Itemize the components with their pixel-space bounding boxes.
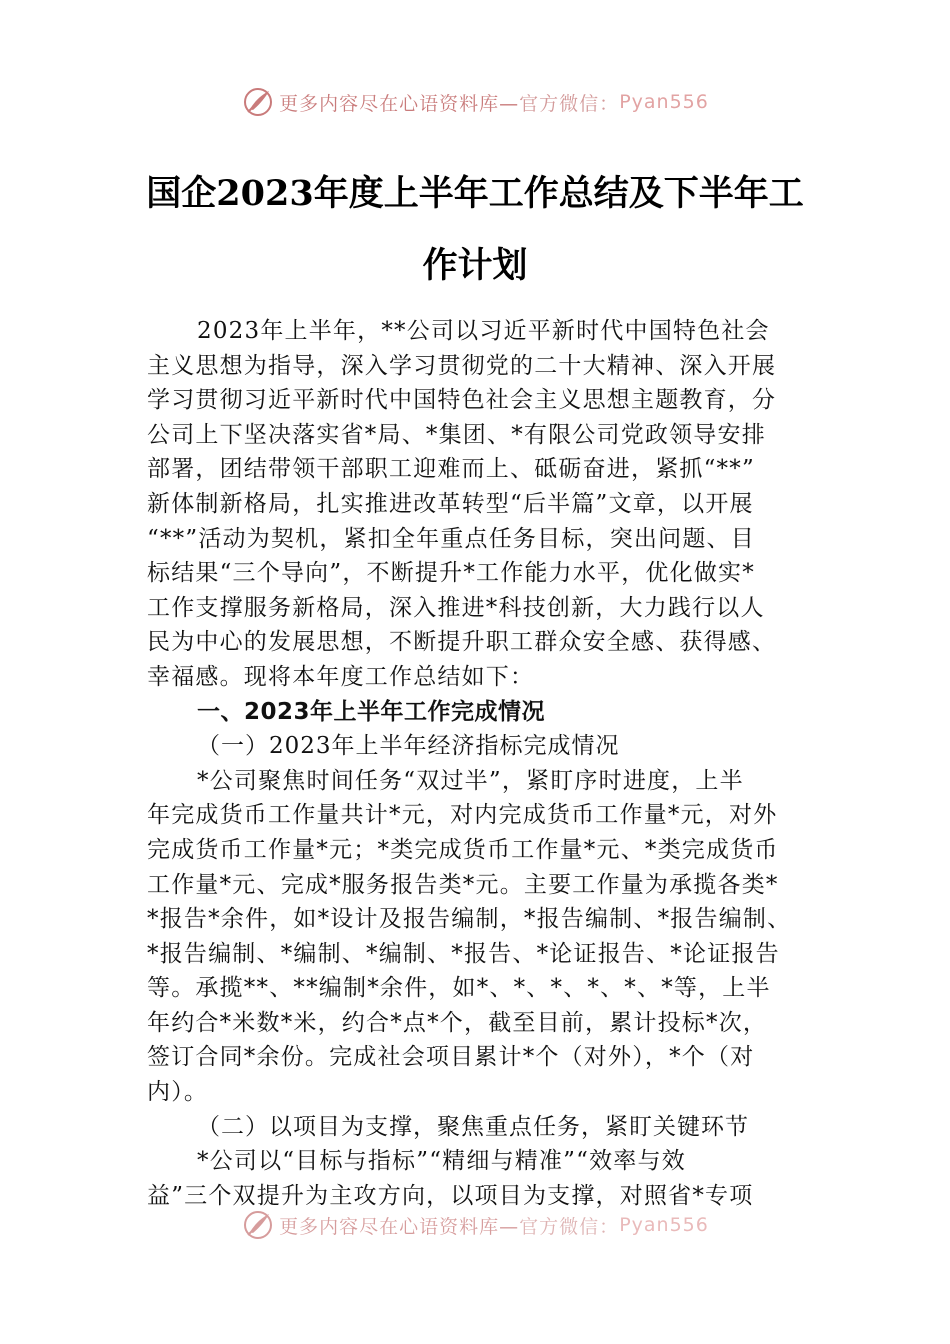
document-title — [120, 158, 830, 302]
subsection-heading-1: （一）2023年上半年经济指标完成情况 — [197, 733, 620, 760]
intro-line: 学习贯彻习近平新时代中国特色社会主义思想主题教育，分 — [147, 387, 777, 414]
watermark-id: Pyan556 — [619, 91, 709, 113]
intro-line: 工作支撑服务新格局，深入推进*科技创新，大力践行以人 — [147, 594, 765, 621]
section-heading-1: 一、2023年上半年工作完成情况 — [197, 698, 546, 725]
body-line: 签订合同*余份。完成社会项目累计*个（对外），*个（对 — [147, 1044, 755, 1071]
intro-line: 标结果“三个导向”，不断提升*工作能力水平，优化做实* — [147, 560, 755, 587]
title-line-2: 作计划 — [422, 245, 528, 286]
quill-logo-icon — [241, 85, 275, 119]
watermark-text: 更多内容尽在心语资料库— — [279, 92, 520, 115]
body-line: 等。承揽**、**编制*余件，如*、*、*、*、*、*等，上半 — [147, 975, 771, 1002]
project-paragraph — [147, 1144, 815, 1213]
document-body — [147, 314, 815, 1213]
subsection-heading-2: （二）以项目为支撑，聚焦重点任务，紧盯关键环节 — [197, 1113, 749, 1140]
body-line: *公司以“目标与指标”“精细与精准”“效率与效 — [197, 1148, 686, 1175]
watermark-wechat: 官方微信： — [519, 1215, 620, 1238]
watermark-id: Pyan556 — [619, 1214, 709, 1236]
intro-line: 2023年上半年，**公司以习近平新时代中国特色社会 — [197, 318, 770, 344]
quill-logo-icon — [241, 1208, 275, 1242]
body-line: 完成货币工作量*元；*类完成货币工作量*元、*类完成货币 — [147, 836, 779, 863]
body-line: 年完成货币工作量共计*元，对内完成货币工作量*元，对外 — [147, 802, 778, 829]
economic-paragraph — [147, 764, 815, 1110]
body-line: 内）。 — [147, 1079, 209, 1106]
intro-line: 公司上下坚决落实省*局、*集团、*有限公司党政领导安排 — [147, 421, 766, 448]
body-line: 年约合*米数*米，约合*点*个，截至目前，累计投标*次， — [147, 1009, 768, 1036]
intro-line: 新体制新格局，扎实推进改革转型“后半篇”文章，以开展 — [147, 490, 754, 517]
title-line-1: 国企2023年度上半年工作总结及下半年工 — [146, 173, 804, 214]
watermark-footer — [0, 1205, 950, 1245]
intro-paragraph — [147, 314, 815, 695]
intro-line: 幸福感。现将本年度工作总结如下： — [147, 663, 535, 690]
watermark-text: 更多内容尽在心语资料库— — [279, 1215, 520, 1238]
intro-line: “**”活动为契机，紧扣全年重点任务目标，突出问题、目 — [147, 525, 755, 552]
body-line: *报告编制、*编制、*编制、*报告、*论证报告、*论证报告 — [147, 940, 780, 967]
intro-line: 民为中心的发展思想，不断提升职工群众安全感、获得感、 — [147, 629, 777, 656]
watermark-header — [0, 82, 950, 122]
body-line: *报告*余件，如*设计及报告编制，*报告编制、*报告编制、 — [147, 906, 792, 933]
intro-line: 主义思想为指导，深入学习贯彻党的二十大精神、深入开展 — [147, 352, 777, 379]
body-line: *公司聚焦时间任务“双过半”，紧盯序时进度，上半 — [197, 767, 744, 794]
body-line: 工作量*元、完成*服务报告类*元。主要工作量为承揽各类* — [147, 871, 779, 898]
body-line: 益”三个双提升为主攻方向，以项目为支撑，对照省*专项 — [147, 1182, 754, 1209]
watermark-wechat: 官方微信： — [519, 92, 620, 115]
intro-line: 部署，团结带领干部职工迎难而上、砥砺奋进，紧抓“**” — [147, 456, 755, 483]
